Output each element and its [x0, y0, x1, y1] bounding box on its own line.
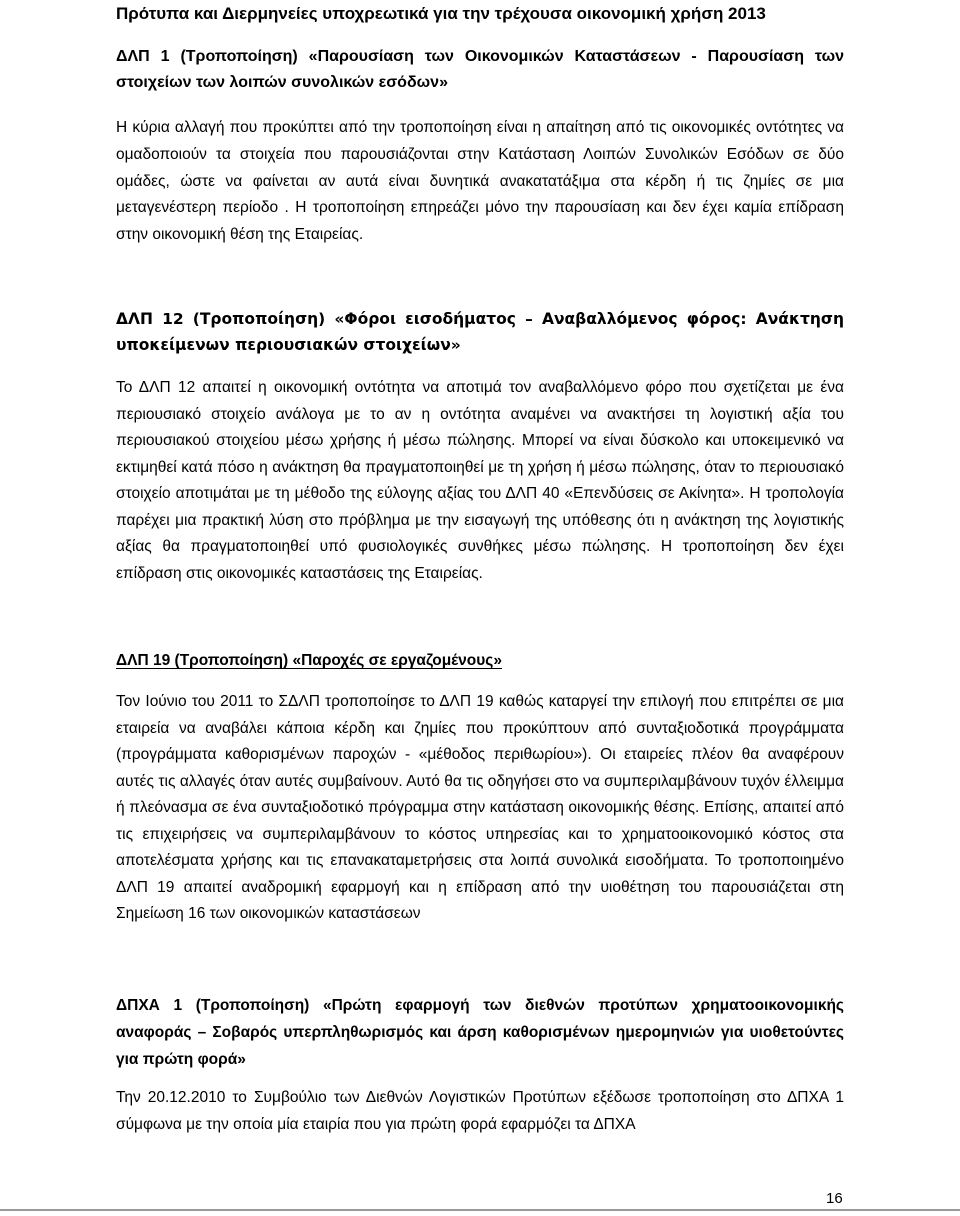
- page-number: 16: [826, 1190, 843, 1207]
- section-paragraph-ias12: Το ΔΛΠ 12 απαιτεί η οικονομική οντότητα να αποτιμά τον αναβαλλόμενο φόρο που σχετίζεται με ένα περιουσιακό στοιχείο ανάλογα με το αν η οντότητα αναμένει να ανακτήσει τη λογιστική αξία του περιουσιακού στοιχείου μέσω χρήσης ή μέσω πώλησης. Μπορεί να είναι δύσκολο και υποκειμενικό να εκτιμηθεί κατά πόσο η ανάκτηση θα πραγματοποιηθεί με τη χρήση ή μέσω πώλησης, όταν το περιουσιακό στοιχείο αποτιμάται με τη μέθοδο της εύλογης αξίας του ΔΛΠ 40 «Επενδύσεις σε Ακίνητα». Η τροπολογία παρέχει μια πρακτική λύση στο πρόβλημα με την εισαγωγή της υπόθεσης ότι η ανάκτηση της λογιστικής αξίας θα πραγματοποιηθεί υπό φυσιολογικές συνθήκες μέσω πώλησης. Η τροποποίηση δεν έχει επίδραση στις οικονομικές καταστάσεις της Εταιρείας.: [116, 379, 844, 582]
- section-heading-ias1: ΔΛΠ 1 (Τροποποίηση) «Παρουσίαση των Οικονομικών Καταστάσεων - Παρουσίαση των στοιχείων των λοιπών συνολικών εσόδων»: [116, 48, 844, 91]
- section-heading-ifrs1: ΔΠΧΑ 1 (Τροποποίηση) «Πρώτη εφαρμογή των διεθνών προτύπων χρηματοοικονομικής αναφοράς – Σοβαρός υπερπληθωρισμός και άρση καθορισμένων ημερομηνιών για υιοθετούντες για πρώτη φορά»: [116, 997, 844, 1068]
- page-bottom-rule: [0, 1209, 960, 1211]
- section-heading-ias19: ΔΛΠ 19 (Τροποποίηση) «Παροχές σε εργαζομένους»: [116, 652, 502, 669]
- running-header: Πρότυπα και Διερμηνείες υποχρεωτικά για την τρέχουσα οικονομική χρήση 2013: [116, 4, 766, 23]
- section-heading-ias12: ΔΛΠ 12 (Τροποποίηση) «Φόροι εισοδήματος – Αναβαλλόμενος φόρος: Ανάκτηση υποκείμενων περιουσιακών στοιχείων»: [116, 310, 844, 354]
- section-paragraph-ias19: Τον Ιούνιο του 2011 το ΣΔΛΠ τροποποίησε το ΔΛΠ 19 καθώς καταργεί την επιλογή που επιτρέπει σε μια εταιρεία να αναβάλει κάποια κέρδη και ζημίες που προκύπτουν από συνταξιοδοτικά προγράμματα (προγράμματα καθορισμένων παροχών - «μέθοδος περιθωρίου»). Οι εταιρείες πλέον θα αναφέρουν αυτές τις αλλαγές όταν αυτές συμβαίνουν. Αυτό θα τις οδηγήσει στο να συμπεριλαμβάνουν τυχόν έλλειμμα ή πλεόνασμα σε ένα συνταξιοδοτικό πρόγραμμα στην κατάσταση οικονομικής θέσης. Επίσης, απαιτεί από τις επιχειρήσεις να συμπεριλαμβάνουν το κόστος υπηρεσίας και το χρηματοοικονομικό κόστος στα αποτελέσματα χρήσης και τις επανακαταμετρήσεις στα λοιπά συνολικά εισοδήματα. Το τροποποιημένο ΔΛΠ 19 απαιτεί αναδρομική εφαρμογή και η επίδραση από την υιοθέτηση του παρουσιάζεται στη Σημείωση 16 των οικονομικών καταστάσεων: [116, 693, 844, 922]
- section-paragraph-ifrs1: Την 20.12.2010 το Συμβούλιο των Διεθνών Λογιστικών Προτύπων εξέδωσε τροποποίηση στο ΔΠΧΑ 1 σύμφωνα με την οποία μία εταιρία που για πρώτη φορά εφαρμόζει τα ΔΠΧΑ: [116, 1089, 844, 1133]
- section-paragraph-ias1: Η κύρια αλλαγή που προκύπτει από την τροποποίηση είναι η απαίτηση από τις οικονομικές οντότητες να ομαδοποιούν τα στοιχεία που παρουσιάζονται στην Κατάσταση Λοιπών Συνολικών Εσόδων σε δύο ομάδες, ώστε να φαίνεται αν αυτά είναι δυνητικά ανακατατάξιμα στα κέρδη ή τις ζημίες σε μια μεταγενέστερη περίοδο . Η τροποποίηση επηρεάζει μόνο την παρουσίαση και δεν έχει καμία επίδραση στην οικονομική θέση της Εταιρείας.: [116, 119, 844, 244]
